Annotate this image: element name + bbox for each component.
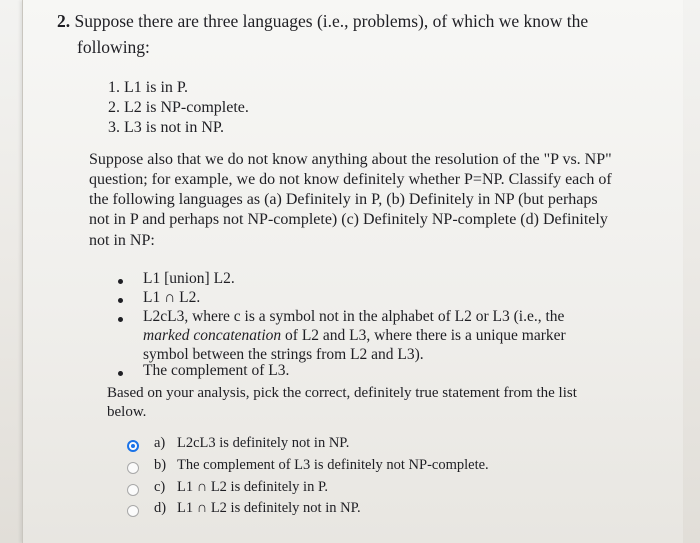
question-line-1 — [57, 11, 588, 32]
marked-concatenation-term: marked concatenation — [143, 327, 282, 344]
paragraph-line-5: not in NP: — [89, 232, 155, 249]
option-b-letter: b) — [154, 457, 167, 473]
radio-option-d[interactable] — [127, 505, 139, 517]
prompt-line-1: Based on your analysis, pick the correct, definitely true statement from the list — [107, 385, 577, 401]
radio-option-a[interactable] — [127, 440, 139, 452]
option-a-letter: a) — [154, 435, 166, 451]
bullet-3-line-3: symbol between the strings from L2 and L3). — [143, 346, 424, 363]
bullet-dot-1 — [118, 279, 123, 284]
option-b-text[interactable]: The complement of L3 is definitely not NP-complete. — [177, 457, 489, 473]
question-text-1: Suppose there are three languages (i.e., problems), of which we know the — [74, 11, 589, 31]
paragraph-line-1: Suppose also that we do not know anything about the resolution of the "P vs. NP" — [89, 151, 612, 168]
question-line-2: following: — [77, 37, 150, 57]
prompt-line-2: below. — [107, 404, 147, 420]
bullet-dot-2 — [118, 298, 123, 303]
option-a-text[interactable]: L2cL3 is definitely not in NP. — [177, 435, 350, 451]
paragraph-line-2: question; for example, we do not know definitely whether P=NP. Classify each of — [89, 171, 612, 188]
bullet-4: The complement of L3. — [143, 362, 290, 379]
question-number: 2. — [57, 11, 71, 31]
radio-option-b[interactable] — [127, 462, 139, 474]
fact-1: 1. L1 is in P. — [108, 79, 189, 96]
option-c-letter: c) — [154, 479, 166, 495]
bullet-dot-3 — [118, 317, 123, 322]
bullet-1: L1 [union] L2. — [143, 270, 235, 287]
bullet-3-line-1: L2cL3, where c is a symbol not in the alphabet of L2 or L3 (i.e., the — [143, 308, 565, 325]
bullet-dot-4 — [118, 371, 123, 376]
option-d-text[interactable]: L1 ∩ L2 is definitely not in NP. — [177, 500, 361, 516]
bullet-3-line-2-rest: of L2 and L3, where there is a unique marker — [281, 327, 566, 344]
paragraph-line-4: not in P and perhaps not NP-complete) (c) Definitely NP-complete (d) Definitely — [89, 211, 608, 228]
bullet-2: L1 ∩ L2. — [143, 289, 201, 306]
fact-3: 3. L3 is not in NP. — [108, 119, 225, 136]
fact-2: 2. L2 is NP-complete. — [108, 99, 249, 116]
paragraph-line-3: the following languages as (a) Definitely in P, (b) Definitely in NP (but perhaps — [89, 191, 598, 208]
question-sheet — [22, 0, 683, 543]
bullet-3-line-2 — [143, 327, 566, 345]
radio-option-c[interactable] — [127, 484, 139, 496]
option-d-letter: d) — [154, 500, 167, 516]
option-c-text[interactable]: L1 ∩ L2 is definitely in P. — [177, 479, 329, 495]
